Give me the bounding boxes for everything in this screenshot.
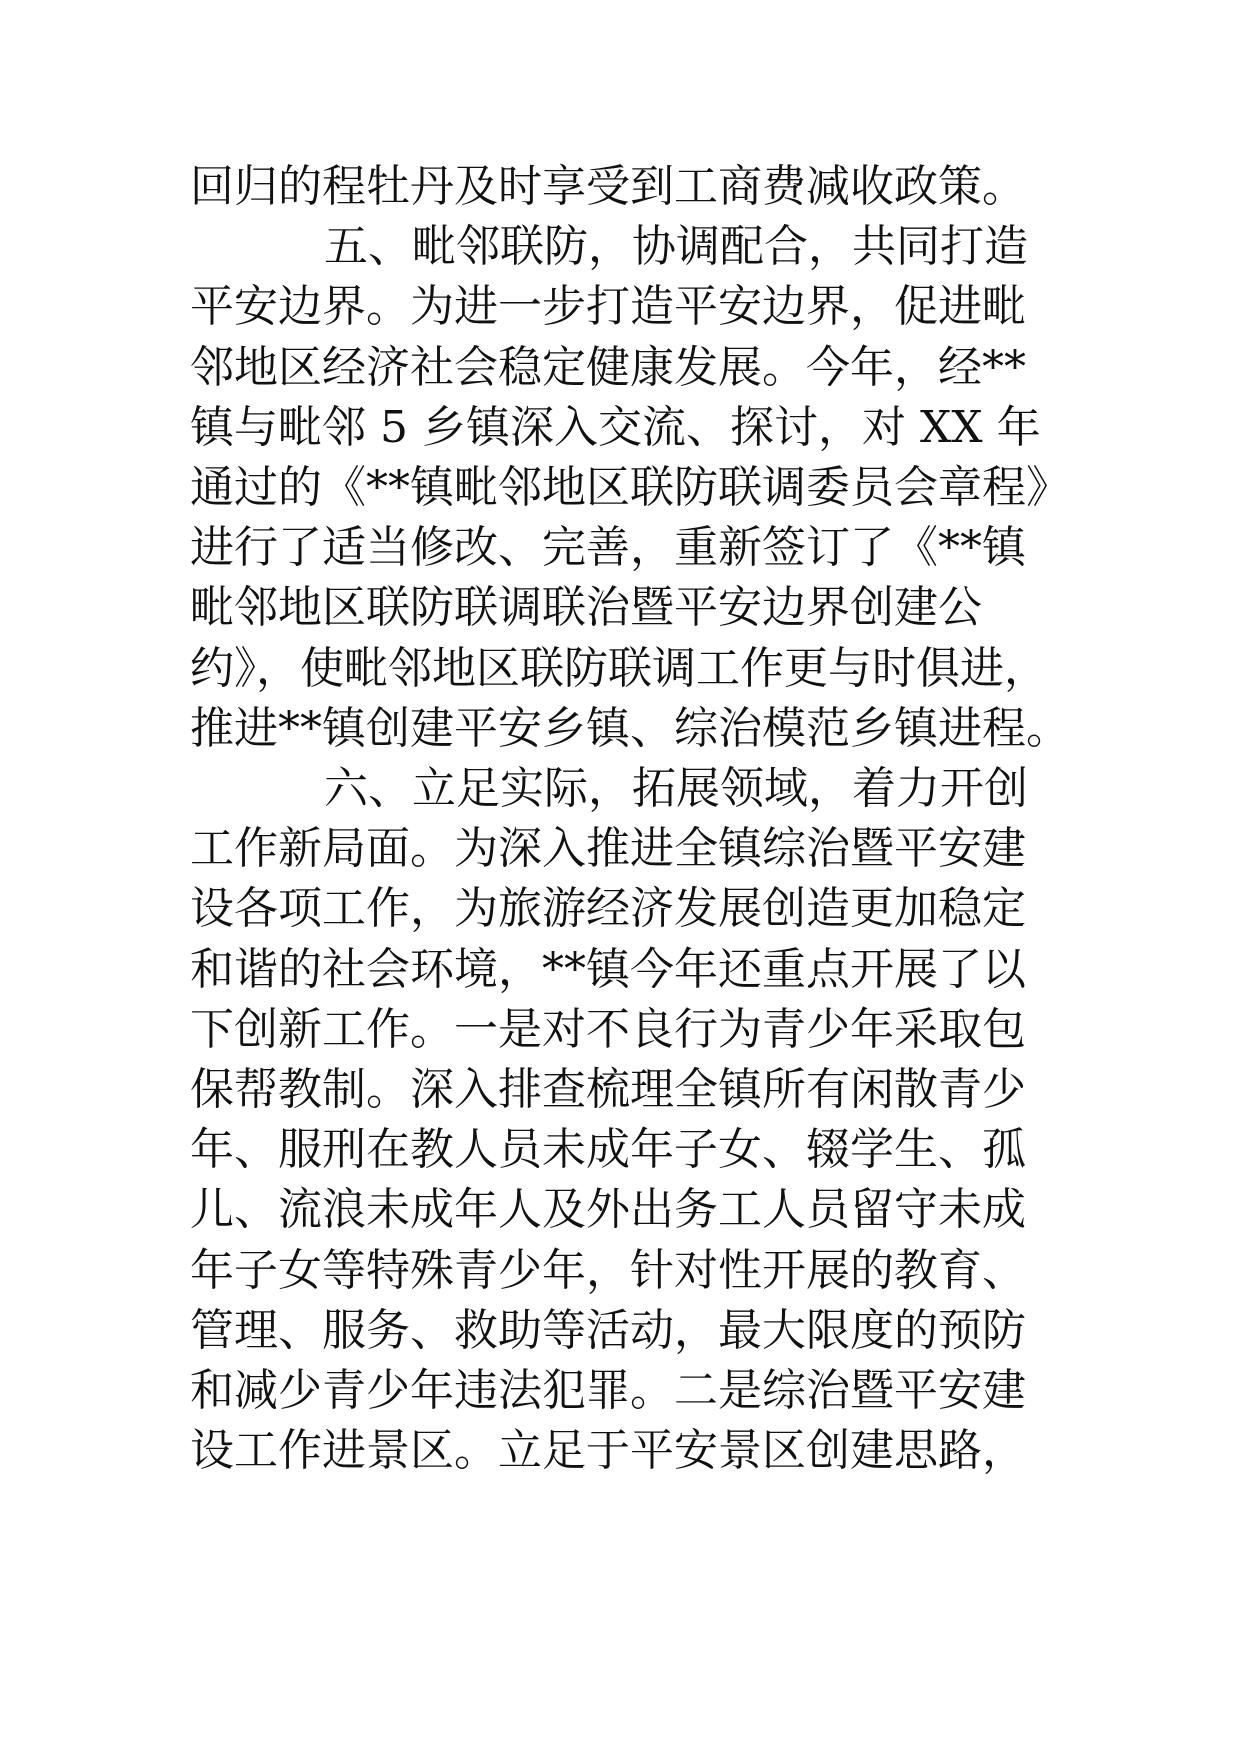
text-line: 通过的《**镇毗邻地区联防联调委员会章程》: [190, 462, 1070, 513]
text-line: 工作新局面。为深入推进全镇综治暨平安建: [190, 823, 1026, 874]
text-line: 和谐的社会环境，**镇今年还重点开展了以: [190, 944, 1026, 995]
text-line: 进行了适当修改、完善，重新签订了《**镇: [190, 522, 1026, 573]
text-line: 和减少青少年违法犯罪。二是综治暨平安建: [190, 1365, 1026, 1416]
text-line: 毗邻地区联防联调联治暨平安边界创建公: [190, 582, 982, 633]
text-line: 年子女等特殊青少年，针对性开展的教育、: [190, 1245, 1026, 1296]
text-line: 下创新工作。一是对不良行为青少年采取包: [190, 1004, 1026, 1055]
section-heading-six: 六、立足实际，拓展领域，着力开创: [324, 763, 1028, 814]
text-line: 设各项工作，为旅游经济发展创造更加稳定: [190, 883, 1026, 934]
text-line: 管理、服务、救助等活动，最大限度的预防: [190, 1305, 1026, 1356]
text-line: 儿、流浪未成年人及外出务工人员留守未成: [190, 1184, 1026, 1235]
text-line: 保帮教制。深入排查梳理全镇所有闲散青少: [190, 1064, 1026, 1115]
text-line: 镇与毗邻 5 乡镇深入交流、探讨，对 XX 年: [190, 402, 1041, 453]
text-line: 邻地区经济社会稳定健康发展。今年，经**: [190, 342, 1026, 393]
text-line: 设工作进景区。立足于平安景区创建思路，: [190, 1425, 1026, 1476]
text-line: 回归的程牡丹及时享受到工商费减收政策。: [190, 161, 1026, 212]
section-heading-five: 五、毗邻联防，协调配合，共同打造: [324, 221, 1028, 272]
text-line: 平安边界。为进一步打造平安边界，促进毗: [190, 281, 1026, 332]
text-line: 约》，使毗邻地区联防联调工作更与时俱进，: [190, 643, 1048, 694]
text-line: 年、服刑在教人员未成年子女、辍学生、孤: [190, 1124, 1026, 1175]
text-line: 推进**镇创建平安乡镇、综治模范乡镇进程。: [190, 703, 1070, 754]
